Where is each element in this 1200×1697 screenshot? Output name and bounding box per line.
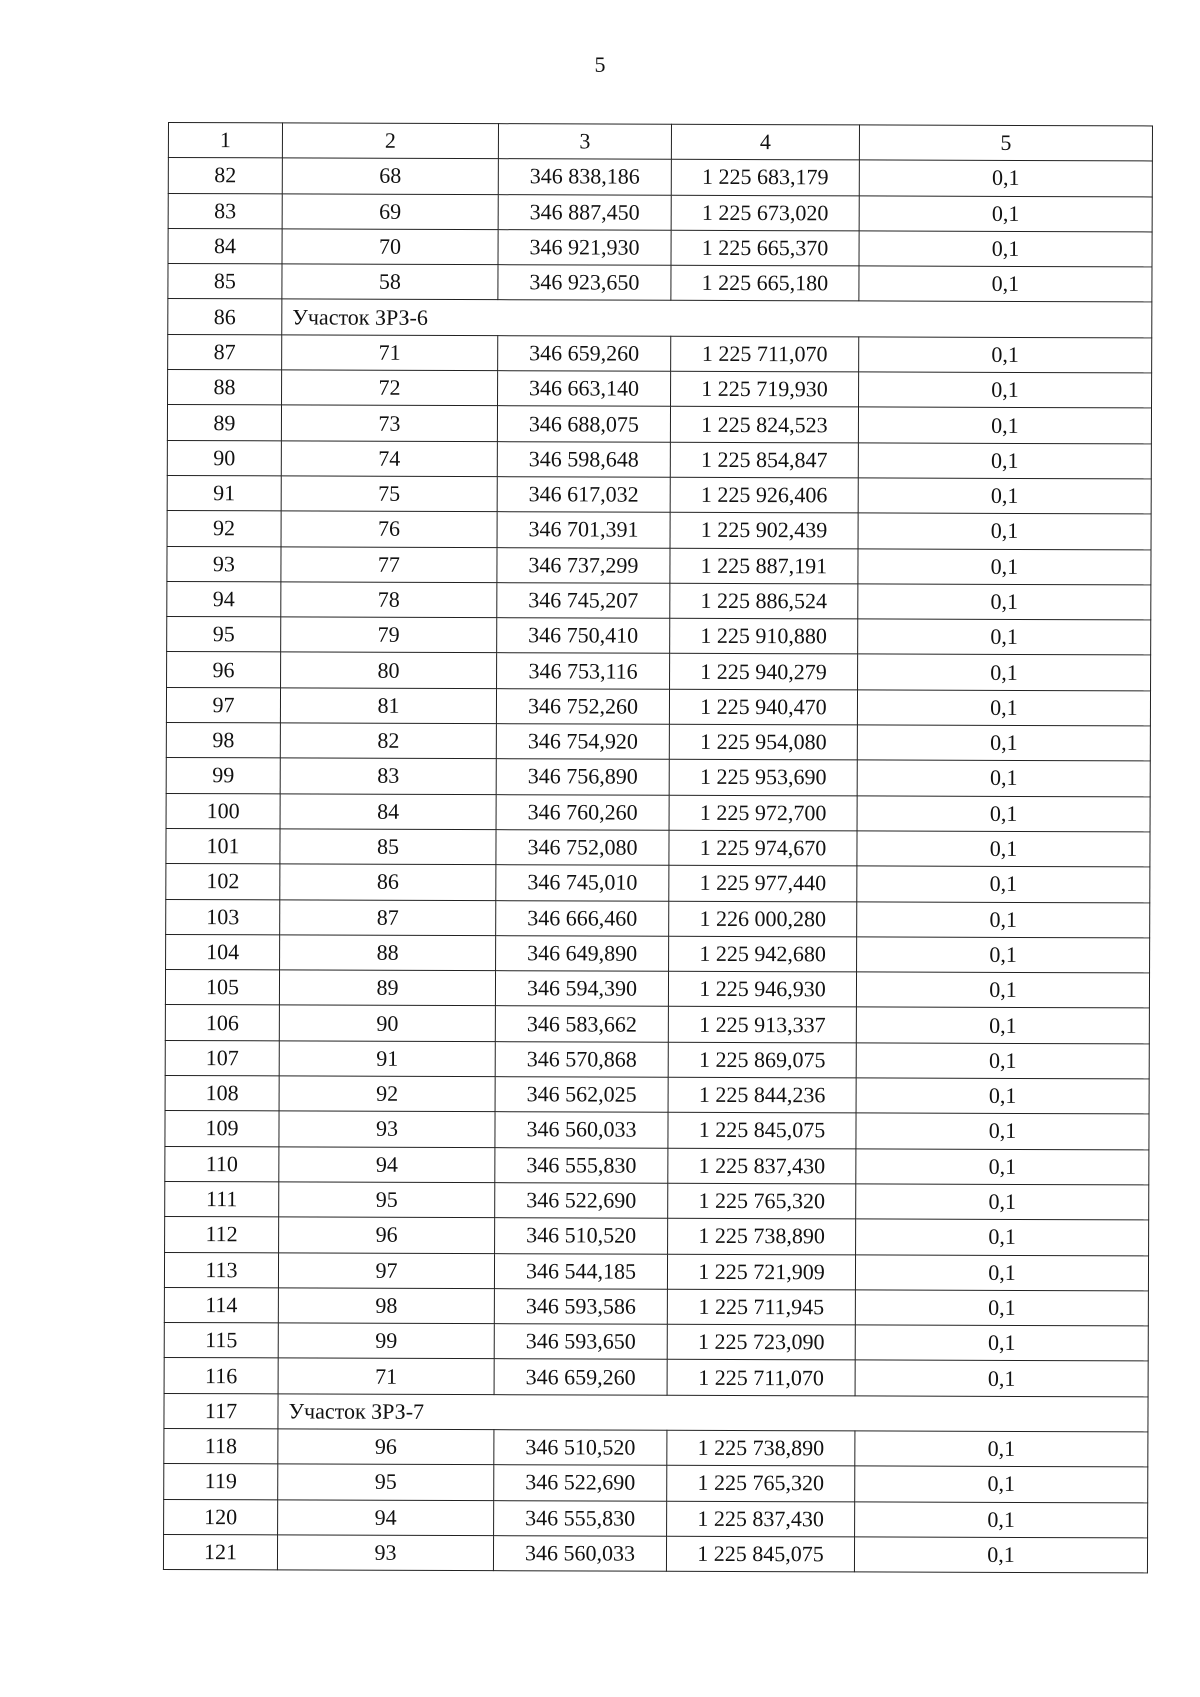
point-number-cell: 79 <box>281 617 497 653</box>
point-number-cell: 58 <box>282 264 498 300</box>
row-number-cell: 84 <box>168 228 282 264</box>
accuracy-cell: 0,1 <box>855 1501 1148 1537</box>
x-coordinate-cell: 346 598,648 <box>497 441 670 477</box>
accuracy-cell: 0,1 <box>857 796 1150 832</box>
table-row <box>166 828 1150 867</box>
y-coordinate-cell: 1 225 940,470 <box>669 689 857 725</box>
accuracy-cell: 0,1 <box>858 443 1151 479</box>
row-number-cell: 91 <box>167 475 281 511</box>
column-header-5: 5 <box>859 125 1152 161</box>
y-coordinate-cell: 1 225 738,890 <box>668 1218 856 1254</box>
y-coordinate-cell: 1 225 972,700 <box>669 795 857 831</box>
x-coordinate-cell: 346 754,920 <box>496 724 669 760</box>
table-row <box>166 864 1150 903</box>
accuracy-cell: 0,1 <box>858 407 1151 443</box>
table-row <box>168 370 1152 409</box>
x-coordinate-cell: 346 752,080 <box>496 830 669 866</box>
accuracy-cell: 0,1 <box>856 1219 1149 1255</box>
point-number-cell: 89 <box>279 970 495 1006</box>
y-coordinate-cell: 1 225 721,909 <box>667 1254 855 1290</box>
x-coordinate-cell: 346 887,450 <box>498 194 671 230</box>
point-number-cell: 75 <box>281 476 497 512</box>
y-coordinate-cell: 1 225 886,524 <box>670 583 858 619</box>
point-number-cell: 71 <box>278 1358 494 1394</box>
y-coordinate-cell: 1 225 719,930 <box>671 371 859 407</box>
accuracy-cell: 0,1 <box>856 1078 1149 1114</box>
row-number-cell: 111 <box>165 1181 279 1217</box>
row-number-cell: 105 <box>165 970 279 1006</box>
point-number-cell: 97 <box>278 1252 494 1288</box>
x-coordinate-cell: 346 701,391 <box>497 512 670 548</box>
y-coordinate-cell: 1 225 946,930 <box>668 971 856 1007</box>
y-coordinate-cell: 1 225 913,337 <box>668 1007 856 1043</box>
table-row <box>166 793 1150 832</box>
accuracy-cell: 0,1 <box>854 1537 1147 1573</box>
table-row <box>167 405 1151 444</box>
table-row <box>168 334 1152 373</box>
point-number-cell: 98 <box>278 1288 494 1324</box>
x-coordinate-cell: 346 923,650 <box>498 265 671 301</box>
row-number-cell: 114 <box>164 1287 278 1323</box>
y-coordinate-cell: 1 225 837,430 <box>667 1501 855 1537</box>
x-coordinate-cell: 346 659,260 <box>494 1359 667 1395</box>
accuracy-cell: 0,1 <box>856 1007 1149 1043</box>
y-coordinate-cell: 1 225 844,236 <box>668 1077 856 1113</box>
row-number-cell: 104 <box>166 934 280 970</box>
point-number-cell: 95 <box>279 1182 495 1218</box>
y-coordinate-cell: 1 225 953,690 <box>669 760 857 796</box>
y-coordinate-cell: 1 225 765,320 <box>668 1183 856 1219</box>
accuracy-cell: 0,1 <box>856 1043 1149 1079</box>
y-coordinate-cell: 1 225 910,880 <box>670 618 858 654</box>
table-row <box>164 1323 1148 1362</box>
accuracy-cell: 0,1 <box>857 760 1150 796</box>
table-row <box>164 1499 1148 1538</box>
table-body <box>163 123 1152 1574</box>
table-row <box>167 581 1151 620</box>
table-row <box>166 687 1150 726</box>
table-row <box>164 1464 1148 1503</box>
accuracy-cell: 0,1 <box>855 1466 1148 1502</box>
point-number-cell: 90 <box>279 1005 495 1041</box>
y-coordinate-cell: 1 225 837,430 <box>668 1148 856 1184</box>
y-coordinate-cell: 1 225 665,180 <box>671 265 859 301</box>
table-row <box>167 475 1151 514</box>
accuracy-cell: 0,1 <box>857 831 1150 867</box>
row-number-cell: 90 <box>167 440 281 476</box>
row-number-cell: 106 <box>165 1005 279 1041</box>
x-coordinate-cell: 346 593,650 <box>494 1324 667 1360</box>
row-number-cell: 116 <box>164 1358 278 1394</box>
table-row <box>167 511 1151 550</box>
point-number-cell: 81 <box>280 688 496 724</box>
y-coordinate-cell: 1 225 683,179 <box>671 160 859 196</box>
x-coordinate-cell: 346 522,690 <box>495 1183 668 1219</box>
table-row <box>165 1146 1149 1185</box>
table-row <box>165 1076 1149 1115</box>
accuracy-cell: 0,1 <box>855 1325 1148 1361</box>
row-number-cell: 88 <box>168 370 282 406</box>
x-coordinate-cell: 346 753,116 <box>497 653 670 689</box>
point-number-cell: 82 <box>280 723 496 759</box>
x-coordinate-cell: 346 752,260 <box>496 688 669 724</box>
y-coordinate-cell: 1 226 000,280 <box>669 901 857 937</box>
row-number-cell: 85 <box>168 264 282 300</box>
row-number-cell: 100 <box>166 793 280 829</box>
row-number-cell: 117 <box>164 1393 278 1429</box>
point-number-cell: 94 <box>279 1147 495 1183</box>
y-coordinate-cell: 1 225 711,070 <box>671 336 859 372</box>
x-coordinate-cell: 346 544,185 <box>494 1253 667 1289</box>
row-number-cell: 97 <box>166 687 280 723</box>
accuracy-cell: 0,1 <box>855 1254 1148 1290</box>
row-number-cell: 94 <box>167 581 281 617</box>
point-number-cell: 93 <box>277 1535 493 1571</box>
y-coordinate-cell: 1 225 977,440 <box>669 865 857 901</box>
point-number-cell: 72 <box>282 370 498 406</box>
y-coordinate-cell: 1 225 738,890 <box>667 1430 855 1466</box>
table-row <box>168 193 1152 232</box>
table-row <box>165 1217 1149 1256</box>
y-coordinate-cell: 1 225 887,191 <box>670 548 858 584</box>
accuracy-cell: 0,1 <box>855 1431 1148 1467</box>
point-number-cell: 77 <box>281 546 497 582</box>
column-header-4: 4 <box>671 124 859 160</box>
row-number-cell: 98 <box>166 723 280 759</box>
table-row <box>166 723 1150 762</box>
table-row <box>168 264 1152 303</box>
table-row <box>164 1358 1148 1397</box>
point-number-cell: 94 <box>278 1499 494 1535</box>
section-row <box>168 299 1152 338</box>
accuracy-cell: 0,1 <box>856 972 1149 1008</box>
y-coordinate-cell: 1 225 723,090 <box>667 1324 855 1360</box>
accuracy-cell: 0,1 <box>856 1184 1149 1220</box>
row-number-cell: 119 <box>164 1464 278 1500</box>
y-coordinate-cell: 1 225 824,523 <box>670 407 858 443</box>
x-coordinate-cell: 346 666,460 <box>496 900 669 936</box>
table-row <box>166 934 1150 973</box>
row-number-cell: 95 <box>167 617 281 653</box>
y-coordinate-cell: 1 225 902,439 <box>670 513 858 549</box>
point-number-cell: 76 <box>281 511 497 547</box>
table-row <box>166 758 1150 797</box>
row-number-cell: 87 <box>168 334 282 370</box>
x-coordinate-cell: 346 745,207 <box>497 583 670 619</box>
coordinates-table <box>163 122 1153 1574</box>
row-number-cell: 82 <box>168 158 282 194</box>
row-number-cell: 93 <box>167 546 281 582</box>
x-coordinate-cell: 346 659,260 <box>498 335 671 371</box>
row-number-cell: 109 <box>165 1111 279 1147</box>
table-header-row <box>168 123 1152 162</box>
accuracy-cell: 0,1 <box>859 231 1152 267</box>
point-number-cell: 87 <box>280 899 496 935</box>
column-header-2: 2 <box>282 123 498 159</box>
table-row <box>168 228 1152 267</box>
section-title-cell: Участок ЗРЗ-6 <box>282 299 1152 337</box>
point-number-cell: 70 <box>282 229 498 265</box>
point-number-cell: 78 <box>281 582 497 618</box>
table-row <box>165 1181 1149 1220</box>
table-row <box>167 546 1151 585</box>
x-coordinate-cell: 346 750,410 <box>497 618 670 654</box>
x-coordinate-cell: 346 688,075 <box>497 406 670 442</box>
point-number-cell: 95 <box>278 1464 494 1500</box>
point-number-cell: 71 <box>282 335 498 371</box>
section-title-cell: Участок ЗРЗ-7 <box>278 1394 1148 1432</box>
table-row <box>164 1287 1148 1326</box>
point-number-cell: 84 <box>280 794 496 830</box>
accuracy-cell: 0,1 <box>857 937 1150 973</box>
y-coordinate-cell: 1 225 854,847 <box>670 442 858 478</box>
x-coordinate-cell: 346 555,830 <box>494 1500 667 1536</box>
x-coordinate-cell: 346 510,520 <box>495 1218 668 1254</box>
page-number: 5 <box>594 52 606 77</box>
row-number-cell: 103 <box>166 899 280 935</box>
row-number-cell: 120 <box>164 1499 278 1535</box>
accuracy-cell: 0,1 <box>858 584 1151 620</box>
accuracy-cell: 0,1 <box>856 1113 1149 1149</box>
accuracy-cell: 0,1 <box>857 690 1150 726</box>
x-coordinate-cell: 346 737,299 <box>497 547 670 583</box>
point-number-cell: 80 <box>281 652 497 688</box>
row-number-cell: 118 <box>164 1428 278 1464</box>
accuracy-cell: 0,1 <box>858 513 1151 549</box>
table-row <box>167 440 1151 479</box>
x-coordinate-cell: 346 570,868 <box>495 1041 668 1077</box>
x-coordinate-cell: 346 522,690 <box>494 1465 667 1501</box>
x-coordinate-cell: 346 510,520 <box>494 1430 667 1466</box>
row-number-cell: 96 <box>167 652 281 688</box>
table-row <box>164 1252 1148 1291</box>
y-coordinate-cell: 1 225 926,406 <box>670 477 858 513</box>
accuracy-cell: 0,1 <box>858 619 1151 655</box>
accuracy-cell: 0,1 <box>855 1290 1148 1326</box>
point-number-cell: 73 <box>281 405 497 441</box>
point-number-cell: 68 <box>282 158 498 194</box>
row-number-cell: 101 <box>166 828 280 864</box>
row-number-cell: 110 <box>165 1146 279 1182</box>
point-number-cell: 85 <box>280 829 496 865</box>
row-number-cell: 115 <box>164 1323 278 1359</box>
row-number-cell: 86 <box>168 299 282 335</box>
x-coordinate-cell: 346 560,033 <box>495 1112 668 1148</box>
row-number-cell: 89 <box>167 405 281 441</box>
accuracy-cell: 0,1 <box>855 1360 1148 1396</box>
table-row <box>165 1040 1149 1079</box>
accuracy-cell: 0,1 <box>859 160 1152 196</box>
point-number-cell: 91 <box>279 1041 495 1077</box>
table-row <box>168 158 1152 197</box>
row-number-cell: 92 <box>167 511 281 547</box>
y-coordinate-cell: 1 225 711,070 <box>667 1360 855 1396</box>
y-coordinate-cell: 1 225 845,075 <box>666 1536 854 1572</box>
accuracy-cell: 0,1 <box>858 478 1151 514</box>
y-coordinate-cell: 1 225 954,080 <box>669 724 857 760</box>
y-coordinate-cell: 1 225 765,320 <box>667 1466 855 1502</box>
accuracy-cell: 0,1 <box>859 372 1152 408</box>
point-number-cell: 69 <box>282 193 498 229</box>
point-number-cell: 93 <box>279 1111 495 1147</box>
y-coordinate-cell: 1 225 845,075 <box>668 1113 856 1149</box>
x-coordinate-cell: 346 838,186 <box>498 159 671 195</box>
accuracy-cell: 0,1 <box>859 196 1152 232</box>
accuracy-cell: 0,1 <box>857 725 1150 761</box>
x-coordinate-cell: 346 745,010 <box>496 865 669 901</box>
accuracy-cell: 0,1 <box>858 654 1151 690</box>
x-coordinate-cell: 346 756,890 <box>496 759 669 795</box>
row-number-cell: 102 <box>166 864 280 900</box>
row-number-cell: 83 <box>168 193 282 229</box>
accuracy-cell: 0,1 <box>858 548 1151 584</box>
accuracy-cell: 0,1 <box>857 901 1150 937</box>
point-number-cell: 99 <box>278 1323 494 1359</box>
accuracy-cell: 0,1 <box>857 866 1150 902</box>
section-row <box>164 1393 1148 1432</box>
y-coordinate-cell: 1 225 942,680 <box>669 936 857 972</box>
y-coordinate-cell: 1 225 974,670 <box>669 830 857 866</box>
x-coordinate-cell: 346 593,586 <box>494 1288 667 1324</box>
y-coordinate-cell: 1 225 940,279 <box>670 654 858 690</box>
x-coordinate-cell: 346 760,260 <box>496 794 669 830</box>
row-number-cell: 113 <box>164 1252 278 1288</box>
x-coordinate-cell: 346 555,830 <box>495 1147 668 1183</box>
table-row <box>165 1005 1149 1044</box>
x-coordinate-cell: 346 594,390 <box>495 971 668 1007</box>
table-row <box>165 970 1149 1009</box>
x-coordinate-cell: 346 583,662 <box>495 1006 668 1042</box>
table-row <box>164 1428 1148 1467</box>
point-number-cell: 96 <box>278 1429 494 1465</box>
point-number-cell: 92 <box>279 1076 495 1112</box>
y-coordinate-cell: 1 225 869,075 <box>668 1042 856 1078</box>
table-row <box>163 1534 1147 1573</box>
x-coordinate-cell: 346 649,890 <box>496 935 669 971</box>
table-row <box>167 617 1151 656</box>
x-coordinate-cell: 346 663,140 <box>498 371 671 407</box>
y-coordinate-cell: 1 225 711,945 <box>667 1289 855 1325</box>
table-row <box>165 1111 1149 1150</box>
y-coordinate-cell: 1 225 665,370 <box>671 230 859 266</box>
x-coordinate-cell: 346 617,032 <box>497 477 670 513</box>
row-number-cell: 107 <box>165 1040 279 1076</box>
accuracy-cell: 0,1 <box>859 266 1152 302</box>
x-coordinate-cell: 346 562,025 <box>495 1077 668 1113</box>
x-coordinate-cell: 346 921,930 <box>498 230 671 266</box>
row-number-cell: 121 <box>163 1534 277 1570</box>
y-coordinate-cell: 1 225 673,020 <box>671 195 859 231</box>
point-number-cell: 88 <box>280 935 496 971</box>
point-number-cell: 74 <box>281 441 497 477</box>
point-number-cell: 86 <box>280 864 496 900</box>
x-coordinate-cell: 346 560,033 <box>493 1536 666 1572</box>
column-header-3: 3 <box>498 124 671 160</box>
table-row <box>167 652 1151 691</box>
table-row <box>166 899 1150 938</box>
row-number-cell: 99 <box>166 758 280 794</box>
column-header-1: 1 <box>168 123 282 159</box>
point-number-cell: 96 <box>279 1217 495 1253</box>
accuracy-cell: 0,1 <box>856 1149 1149 1185</box>
point-number-cell: 83 <box>280 758 496 794</box>
row-number-cell: 108 <box>165 1076 279 1112</box>
accuracy-cell: 0,1 <box>859 337 1152 373</box>
row-number-cell: 112 <box>165 1217 279 1253</box>
